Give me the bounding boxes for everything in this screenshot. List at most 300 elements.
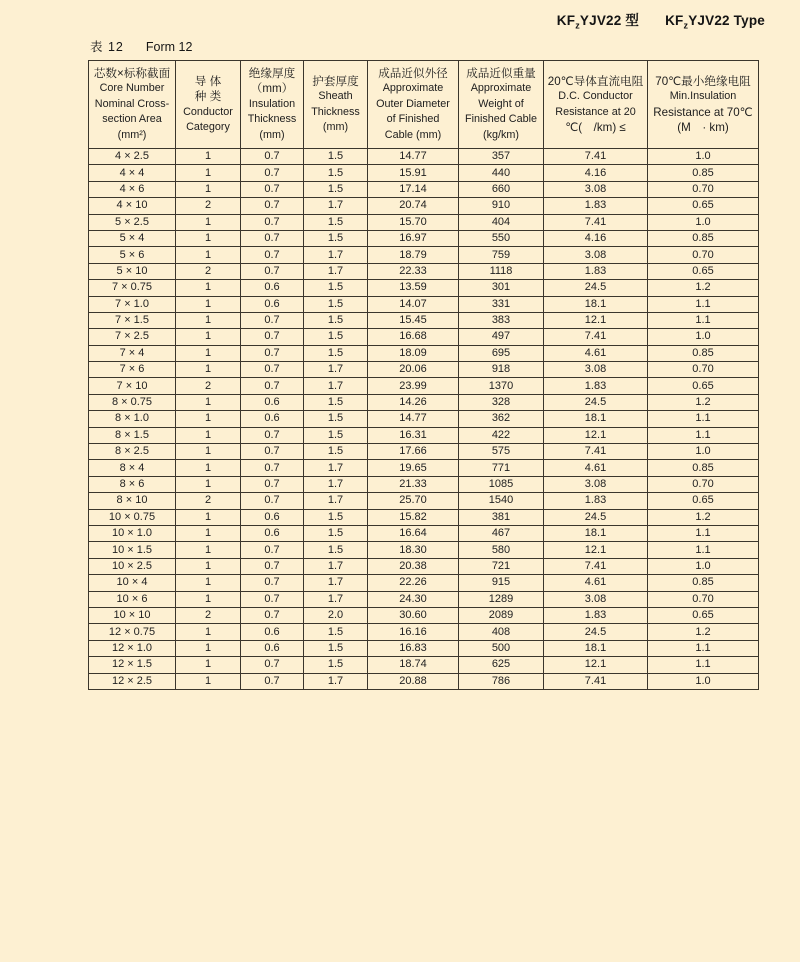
- cell-weight: 467: [459, 525, 544, 541]
- cell-outer-diameter: 19.65: [368, 460, 459, 476]
- table-row: [89, 378, 759, 394]
- cell-dc-resistance: 4.61: [544, 345, 648, 361]
- cell-outer-diameter: 22.26: [368, 575, 459, 591]
- cell-insulation-thickness: 0.7: [241, 575, 304, 591]
- cell-insulation-thickness: 0.7: [241, 362, 304, 378]
- table-row: [89, 345, 759, 361]
- cell-sheath-thickness: 1.7: [304, 460, 368, 476]
- table-row: [89, 444, 759, 460]
- cell-outer-diameter: 17.14: [368, 181, 459, 197]
- cell-insulation-resistance: 0.85: [648, 165, 759, 181]
- cell-conductor-category: 2: [176, 198, 241, 214]
- cell-sheath-thickness: 1.7: [304, 591, 368, 607]
- cell-insulation-resistance: 0.65: [648, 198, 759, 214]
- cell-sheath-thickness: 1.5: [304, 624, 368, 640]
- cell-insulation-resistance: 0.70: [648, 247, 759, 263]
- cell-insulation-resistance: 1.2: [648, 280, 759, 296]
- cell-conductor-category: 1: [176, 345, 241, 361]
- cell-conductor-category: 1: [176, 280, 241, 296]
- cell-sheath-thickness: 1.7: [304, 476, 368, 492]
- header-line: （mm）: [250, 82, 294, 96]
- table-row: [89, 673, 759, 689]
- header-line: 种 类: [194, 90, 222, 104]
- cell-insulation-resistance: 1.1: [648, 427, 759, 443]
- table-row: [89, 198, 759, 214]
- cell-sheath-thickness: 1.5: [304, 181, 368, 197]
- cell-insulation-resistance: 1.0: [648, 673, 759, 689]
- cell-sheath-thickness: 1.7: [304, 263, 368, 279]
- header-line: 70℃最小绝缘电阻: [655, 74, 751, 88]
- cell-conductor-category: 1: [176, 575, 241, 591]
- cell-weight: 786: [459, 673, 544, 689]
- cell-insulation-thickness: 0.7: [241, 263, 304, 279]
- cell-weight: 1289: [459, 591, 544, 607]
- cell-dc-resistance: 24.5: [544, 509, 648, 525]
- cell-dc-resistance: 24.5: [544, 394, 648, 410]
- type-label-en: [665, 13, 765, 31]
- cell-insulation-resistance: 0.85: [648, 460, 759, 476]
- cell-dc-resistance: 24.5: [544, 280, 648, 296]
- cell-core-spec: 8 × 2.5: [89, 444, 176, 460]
- cell-insulation-thickness: 0.7: [241, 165, 304, 181]
- header-line: Nominal Cross-: [94, 97, 170, 110]
- cell-insulation-thickness: 0.7: [241, 444, 304, 460]
- cell-weight: 1085: [459, 476, 544, 492]
- header-line: (mm): [259, 128, 285, 141]
- cell-insulation-thickness: 0.7: [241, 558, 304, 574]
- cell-insulation-thickness: 0.7: [241, 607, 304, 623]
- cell-weight: 331: [459, 296, 544, 312]
- cell-sheath-thickness: 1.5: [304, 411, 368, 427]
- table-row: [89, 607, 759, 623]
- cell-dc-resistance: 7.41: [544, 149, 648, 165]
- cell-insulation-thickness: 0.7: [241, 493, 304, 509]
- cell-outer-diameter: 15.70: [368, 214, 459, 230]
- cell-sheath-thickness: 1.7: [304, 198, 368, 214]
- cell-insulation-resistance: 1.0: [648, 149, 759, 165]
- column-header-conductor-category: [176, 61, 241, 149]
- cell-conductor-category: 1: [176, 214, 241, 230]
- header-line: 护套厚度: [312, 74, 359, 88]
- cell-dc-resistance: 4.61: [544, 460, 648, 476]
- cell-weight: 910: [459, 198, 544, 214]
- cell-core-spec: 4 × 4: [89, 165, 176, 181]
- table-row: [89, 509, 759, 525]
- cell-dc-resistance: 1.83: [544, 198, 648, 214]
- cell-core-spec: 8 × 10: [89, 493, 176, 509]
- cell-dc-resistance: 18.1: [544, 411, 648, 427]
- column-header-dc-resistance: [544, 61, 648, 149]
- type-label-cn: [556, 13, 640, 31]
- cell-weight: 771: [459, 460, 544, 476]
- cell-conductor-category: 1: [176, 624, 241, 640]
- cell-insulation-thickness: 0.7: [241, 329, 304, 345]
- cell-sheath-thickness: 1.7: [304, 575, 368, 591]
- cell-conductor-category: 1: [176, 394, 241, 410]
- cell-core-spec: 12 × 1.0: [89, 640, 176, 656]
- type-label-en-rest: YJV22 Type: [688, 13, 765, 28]
- cell-core-spec: 7 × 1.0: [89, 296, 176, 312]
- table-row: [89, 214, 759, 230]
- table-row: [89, 460, 759, 476]
- header-line: Resistance at 20: [555, 105, 636, 118]
- form-label-cn: 表 12: [90, 40, 124, 54]
- cell-weight: 625: [459, 657, 544, 673]
- cell-insulation-resistance: 1.1: [648, 296, 759, 312]
- cell-insulation-resistance: 0.85: [648, 575, 759, 591]
- cell-weight: 497: [459, 329, 544, 345]
- cell-dc-resistance: 7.41: [544, 673, 648, 689]
- cell-conductor-category: 1: [176, 427, 241, 443]
- cell-weight: 422: [459, 427, 544, 443]
- cell-sheath-thickness: 1.5: [304, 329, 368, 345]
- cell-weight: 362: [459, 411, 544, 427]
- header-line: (M · km): [677, 120, 729, 134]
- cell-outer-diameter: 16.31: [368, 427, 459, 443]
- cell-core-spec: 8 × 1.5: [89, 427, 176, 443]
- table-row: [89, 591, 759, 607]
- cell-outer-diameter: 17.66: [368, 444, 459, 460]
- cell-insulation-resistance: 0.85: [648, 230, 759, 246]
- cell-weight: 915: [459, 575, 544, 591]
- cell-core-spec: 12 × 1.5: [89, 657, 176, 673]
- table-row: [89, 575, 759, 591]
- table-row: [89, 263, 759, 279]
- cell-core-spec: 8 × 6: [89, 476, 176, 492]
- cell-conductor-category: 1: [176, 460, 241, 476]
- cell-sheath-thickness: 2.0: [304, 607, 368, 623]
- cell-outer-diameter: 15.45: [368, 312, 459, 328]
- cell-conductor-category: 1: [176, 591, 241, 607]
- header-line: of Finished: [386, 113, 440, 126]
- header-row: [89, 61, 759, 149]
- cell-insulation-thickness: 0.7: [241, 247, 304, 263]
- cell-insulation-resistance: 1.2: [648, 394, 759, 410]
- table-row: [89, 558, 759, 574]
- cell-sheath-thickness: 1.5: [304, 149, 368, 165]
- column-header-sheath-thickness: [304, 61, 368, 149]
- cell-sheath-thickness: 1.5: [304, 165, 368, 181]
- cell-weight: 440: [459, 165, 544, 181]
- header-line: 成品近似重量: [466, 66, 536, 80]
- cell-dc-resistance: 3.08: [544, 476, 648, 492]
- cell-dc-resistance: 1.83: [544, 493, 648, 509]
- table-row: [89, 427, 759, 443]
- cell-weight: 404: [459, 214, 544, 230]
- cell-core-spec: 5 × 2.5: [89, 214, 176, 230]
- cell-core-spec: 5 × 10: [89, 263, 176, 279]
- header-line: Thickness: [311, 105, 360, 118]
- header-line: Min.Insulation: [669, 90, 737, 103]
- cell-insulation-thickness: 0.7: [241, 657, 304, 673]
- cell-dc-resistance: 18.1: [544, 640, 648, 656]
- table-row: [89, 312, 759, 328]
- cell-outer-diameter: 16.64: [368, 525, 459, 541]
- cell-conductor-category: 1: [176, 509, 241, 525]
- cell-dc-resistance: 12.1: [544, 427, 648, 443]
- header-line: Resistance at 70℃: [653, 105, 753, 119]
- table-row: [89, 411, 759, 427]
- type-label-en-prefix: KF: [665, 13, 684, 28]
- cell-conductor-category: 2: [176, 493, 241, 509]
- header-line: (kg/km): [483, 128, 519, 141]
- cell-outer-diameter: 18.74: [368, 657, 459, 673]
- cell-sheath-thickness: 1.5: [304, 657, 368, 673]
- header-line: Core Number: [99, 82, 165, 95]
- cell-outer-diameter: 22.33: [368, 263, 459, 279]
- cell-dc-resistance: 3.08: [544, 247, 648, 263]
- cell-conductor-category: 1: [176, 542, 241, 558]
- table-row: [89, 394, 759, 410]
- cell-conductor-category: 1: [176, 329, 241, 345]
- cell-sheath-thickness: 1.7: [304, 378, 368, 394]
- cell-dc-resistance: 18.1: [544, 525, 648, 541]
- cell-outer-diameter: 20.88: [368, 673, 459, 689]
- cell-outer-diameter: 23.99: [368, 378, 459, 394]
- cell-insulation-thickness: 0.6: [241, 525, 304, 541]
- type-label-cn-prefix: KF: [556, 13, 576, 28]
- header-line: section Area: [102, 113, 162, 126]
- cell-core-spec: 10 × 4: [89, 575, 176, 591]
- header-line: 成品近似外径: [378, 66, 448, 80]
- cell-insulation-thickness: 0.7: [241, 427, 304, 443]
- cell-dc-resistance: 4.61: [544, 575, 648, 591]
- header-line: Insulation: [248, 97, 296, 110]
- cell-sheath-thickness: 1.5: [304, 230, 368, 246]
- cell-insulation-resistance: 0.85: [648, 345, 759, 361]
- cell-dc-resistance: 3.08: [544, 181, 648, 197]
- cell-weight: 575: [459, 444, 544, 460]
- cell-insulation-thickness: 0.7: [241, 542, 304, 558]
- cell-core-spec: 10 × 1.5: [89, 542, 176, 558]
- cell-insulation-thickness: 0.6: [241, 640, 304, 656]
- cell-outer-diameter: 18.30: [368, 542, 459, 558]
- table-row: [89, 149, 759, 165]
- cell-conductor-category: 2: [176, 607, 241, 623]
- cell-outer-diameter: 30.60: [368, 607, 459, 623]
- table-row: [89, 181, 759, 197]
- header-line: Approximate: [470, 82, 532, 95]
- cell-conductor-category: 1: [176, 444, 241, 460]
- cell-insulation-resistance: 1.1: [648, 657, 759, 673]
- cell-insulation-thickness: 0.6: [241, 280, 304, 296]
- table-row: [89, 525, 759, 541]
- cell-weight: 1540: [459, 493, 544, 509]
- cell-core-spec: 4 × 2.5: [89, 149, 176, 165]
- cell-conductor-category: 1: [176, 230, 241, 246]
- cell-insulation-thickness: 0.7: [241, 378, 304, 394]
- header-line: Outer Diameter: [376, 97, 450, 110]
- cell-outer-diameter: 18.09: [368, 345, 459, 361]
- cell-weight: 1118: [459, 263, 544, 279]
- cell-conductor-category: 2: [176, 378, 241, 394]
- cell-core-spec: 10 × 6: [89, 591, 176, 607]
- cell-weight: 408: [459, 624, 544, 640]
- cell-outer-diameter: 16.97: [368, 230, 459, 246]
- cell-insulation-resistance: 0.70: [648, 476, 759, 492]
- cell-insulation-thickness: 0.6: [241, 296, 304, 312]
- cell-insulation-resistance: 1.0: [648, 214, 759, 230]
- table-row: [89, 362, 759, 378]
- cell-core-spec: 5 × 4: [89, 230, 176, 246]
- cell-core-spec: 8 × 0.75: [89, 394, 176, 410]
- cell-dc-resistance: 4.16: [544, 165, 648, 181]
- form-label: [90, 37, 192, 55]
- cell-insulation-thickness: 0.7: [241, 673, 304, 689]
- cell-weight: 357: [459, 149, 544, 165]
- table-row: [89, 296, 759, 312]
- cell-core-spec: 12 × 0.75: [89, 624, 176, 640]
- cell-core-spec: 4 × 10: [89, 198, 176, 214]
- cell-outer-diameter: 14.77: [368, 411, 459, 427]
- cell-sheath-thickness: 1.7: [304, 558, 368, 574]
- cell-weight: 721: [459, 558, 544, 574]
- cell-outer-diameter: 25.70: [368, 493, 459, 509]
- cell-dc-resistance: 12.1: [544, 312, 648, 328]
- cell-conductor-category: 1: [176, 312, 241, 328]
- cell-dc-resistance: 12.1: [544, 657, 648, 673]
- cell-weight: 580: [459, 542, 544, 558]
- header-line: ℃( /km) ≤: [565, 120, 626, 134]
- cell-core-spec: 7 × 4: [89, 345, 176, 361]
- cell-insulation-resistance: 0.65: [648, 493, 759, 509]
- cell-outer-diameter: 20.74: [368, 198, 459, 214]
- cell-core-spec: 7 × 10: [89, 378, 176, 394]
- table-row: [89, 280, 759, 296]
- header-line: 20℃导体直流电阻: [547, 74, 644, 88]
- column-header-core-spec: [89, 61, 176, 149]
- cell-core-spec: 7 × 2.5: [89, 329, 176, 345]
- cell-weight: 918: [459, 362, 544, 378]
- cell-insulation-thickness: 0.7: [241, 181, 304, 197]
- cell-weight: 550: [459, 230, 544, 246]
- cell-weight: 328: [459, 394, 544, 410]
- cell-insulation-resistance: 1.0: [648, 444, 759, 460]
- table-row: [89, 624, 759, 640]
- cell-outer-diameter: 15.91: [368, 165, 459, 181]
- table-row: [89, 542, 759, 558]
- table-row: [89, 640, 759, 656]
- cell-sheath-thickness: 1.5: [304, 296, 368, 312]
- cell-weight: 660: [459, 181, 544, 197]
- cell-insulation-thickness: 0.7: [241, 345, 304, 361]
- column-header-insulation-thickness: [241, 61, 304, 149]
- cell-outer-diameter: 16.68: [368, 329, 459, 345]
- cell-conductor-category: 1: [176, 149, 241, 165]
- cell-weight: 301: [459, 280, 544, 296]
- cell-outer-diameter: 16.83: [368, 640, 459, 656]
- cell-insulation-thickness: 0.6: [241, 509, 304, 525]
- cell-sheath-thickness: 1.5: [304, 525, 368, 541]
- header-line: 芯数×标称截面: [93, 66, 171, 80]
- cell-insulation-resistance: 1.0: [648, 558, 759, 574]
- cell-sheath-thickness: 1.5: [304, 280, 368, 296]
- cell-dc-resistance: 4.16: [544, 230, 648, 246]
- cell-outer-diameter: 16.16: [368, 624, 459, 640]
- cell-outer-diameter: 14.26: [368, 394, 459, 410]
- cell-sheath-thickness: 1.5: [304, 640, 368, 656]
- header-line: (mm²): [117, 128, 147, 141]
- cell-insulation-resistance: 0.70: [648, 181, 759, 197]
- table-row: [89, 230, 759, 246]
- cell-core-spec: 7 × 0.75: [89, 280, 176, 296]
- cell-conductor-category: 1: [176, 476, 241, 492]
- cell-sheath-thickness: 1.5: [304, 345, 368, 361]
- cell-dc-resistance: 7.41: [544, 444, 648, 460]
- cell-outer-diameter: 14.07: [368, 296, 459, 312]
- header-line: Sheath: [318, 90, 353, 103]
- cell-outer-diameter: 15.82: [368, 509, 459, 525]
- cell-insulation-resistance: 1.2: [648, 509, 759, 525]
- header-line: Weight of: [478, 97, 524, 110]
- cell-outer-diameter: 13.59: [368, 280, 459, 296]
- cell-conductor-category: 1: [176, 247, 241, 263]
- cell-sheath-thickness: 1.5: [304, 542, 368, 558]
- header-line: (mm): [322, 120, 349, 133]
- cell-outer-diameter: 20.06: [368, 362, 459, 378]
- cell-sheath-thickness: 1.7: [304, 493, 368, 509]
- column-header-weight: [459, 61, 544, 149]
- cell-core-spec: 7 × 6: [89, 362, 176, 378]
- cell-dc-resistance: 3.08: [544, 591, 648, 607]
- cell-core-spec: 10 × 0.75: [89, 509, 176, 525]
- cell-outer-diameter: 21.33: [368, 476, 459, 492]
- cell-core-spec: 8 × 4: [89, 460, 176, 476]
- cell-outer-diameter: 24.30: [368, 591, 459, 607]
- cell-insulation-thickness: 0.6: [241, 394, 304, 410]
- cell-dc-resistance: 7.41: [544, 558, 648, 574]
- table-body: [89, 149, 759, 690]
- cell-core-spec: 7 × 1.5: [89, 312, 176, 328]
- cell-insulation-thickness: 0.7: [241, 214, 304, 230]
- cell-insulation-resistance: 1.1: [648, 525, 759, 541]
- cell-insulation-resistance: 0.70: [648, 591, 759, 607]
- cell-insulation-resistance: 0.70: [648, 362, 759, 378]
- type-label-en-subscript: z: [683, 20, 689, 31]
- table-row: [89, 165, 759, 181]
- header-line: 绝缘厚度: [248, 66, 296, 80]
- cell-conductor-category: 1: [176, 165, 241, 181]
- cell-sheath-thickness: 1.5: [304, 214, 368, 230]
- cell-weight: 759: [459, 247, 544, 263]
- table-row: [89, 329, 759, 345]
- column-header-insulation-resistance: [648, 61, 759, 149]
- cell-insulation-thickness: 0.7: [241, 591, 304, 607]
- cell-conductor-category: 1: [176, 640, 241, 656]
- cell-conductor-category: 1: [176, 362, 241, 378]
- column-header-outer-diameter: [368, 61, 459, 149]
- cell-insulation-resistance: 0.65: [648, 263, 759, 279]
- cell-insulation-thickness: 0.7: [241, 476, 304, 492]
- cell-core-spec: 5 × 6: [89, 247, 176, 263]
- cell-insulation-resistance: 1.1: [648, 640, 759, 656]
- cell-dc-resistance: 1.83: [544, 607, 648, 623]
- cell-dc-resistance: 3.08: [544, 362, 648, 378]
- cell-conductor-category: 1: [176, 525, 241, 541]
- form-label-en: Form 12: [145, 40, 193, 54]
- cell-conductor-category: 1: [176, 296, 241, 312]
- cell-core-spec: 10 × 2.5: [89, 558, 176, 574]
- header-line: D.C. Conductor: [558, 90, 633, 103]
- cell-sheath-thickness: 1.5: [304, 427, 368, 443]
- cell-core-spec: 12 × 2.5: [89, 673, 176, 689]
- cell-insulation-resistance: 0.65: [648, 378, 759, 394]
- header-line: Finished Cable: [464, 113, 538, 126]
- cell-core-spec: 10 × 1.0: [89, 525, 176, 541]
- cell-insulation-thickness: 0.7: [241, 312, 304, 328]
- cell-dc-resistance: 1.83: [544, 378, 648, 394]
- cell-sheath-thickness: 1.7: [304, 362, 368, 378]
